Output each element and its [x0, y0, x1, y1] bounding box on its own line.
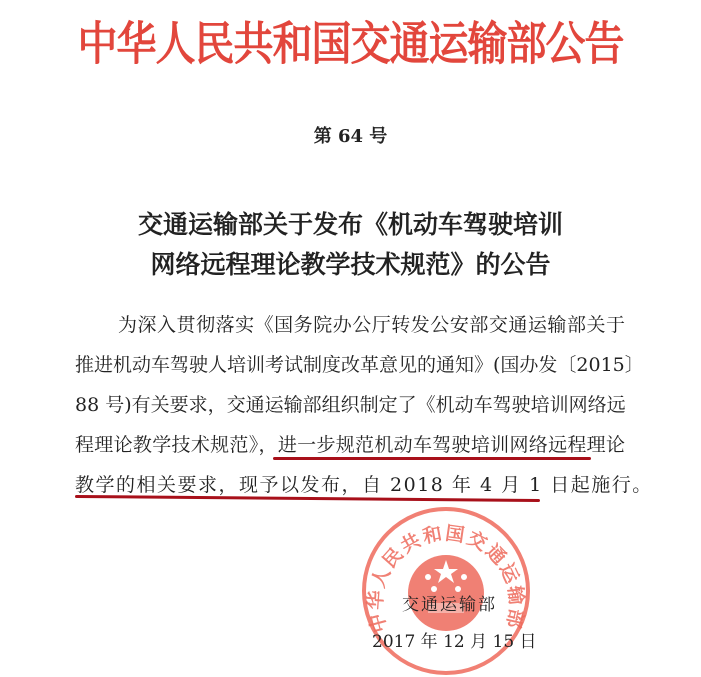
announcement-title-line-2: 网络远程理论教学技术规范》的公告 [150, 250, 551, 279]
document-number: 第 64 号 [313, 126, 388, 147]
document-header: 中华人民共和国交通运输部公告 [77, 18, 624, 71]
issuing-organization: 交通运输部 [402, 595, 497, 615]
seal-text: 中华人民共和国交通运输部 [364, 522, 528, 635]
highlight-underline-1 [273, 457, 591, 460]
issue-date: 2017 年 12 月 15 日 [372, 632, 537, 652]
body-line-2: 推进机动车驾驶人培训考试制度改革意见的通知》(国办发〔2015〕 [75, 354, 644, 376]
body-line-5: 教学的相关要求，现予以发布，自 2018 年 4 月 1 日起施行。 [75, 474, 653, 496]
announcement-title-line-1: 交通运输部关于发布《机动车驾驶培训 [137, 210, 563, 239]
body-line-3: 88 号)有关要求，交通运输部组织制定了《机动车驾驶培训网络远 [75, 394, 626, 416]
body-line-4: 程理论教学技术规范》，进一步规范机动车驾驶培训网络远程理论 [75, 434, 625, 456]
body-line-1: 为深入贯彻落实《国务院办公厅转发公安部交通运输部关于 [118, 314, 625, 336]
